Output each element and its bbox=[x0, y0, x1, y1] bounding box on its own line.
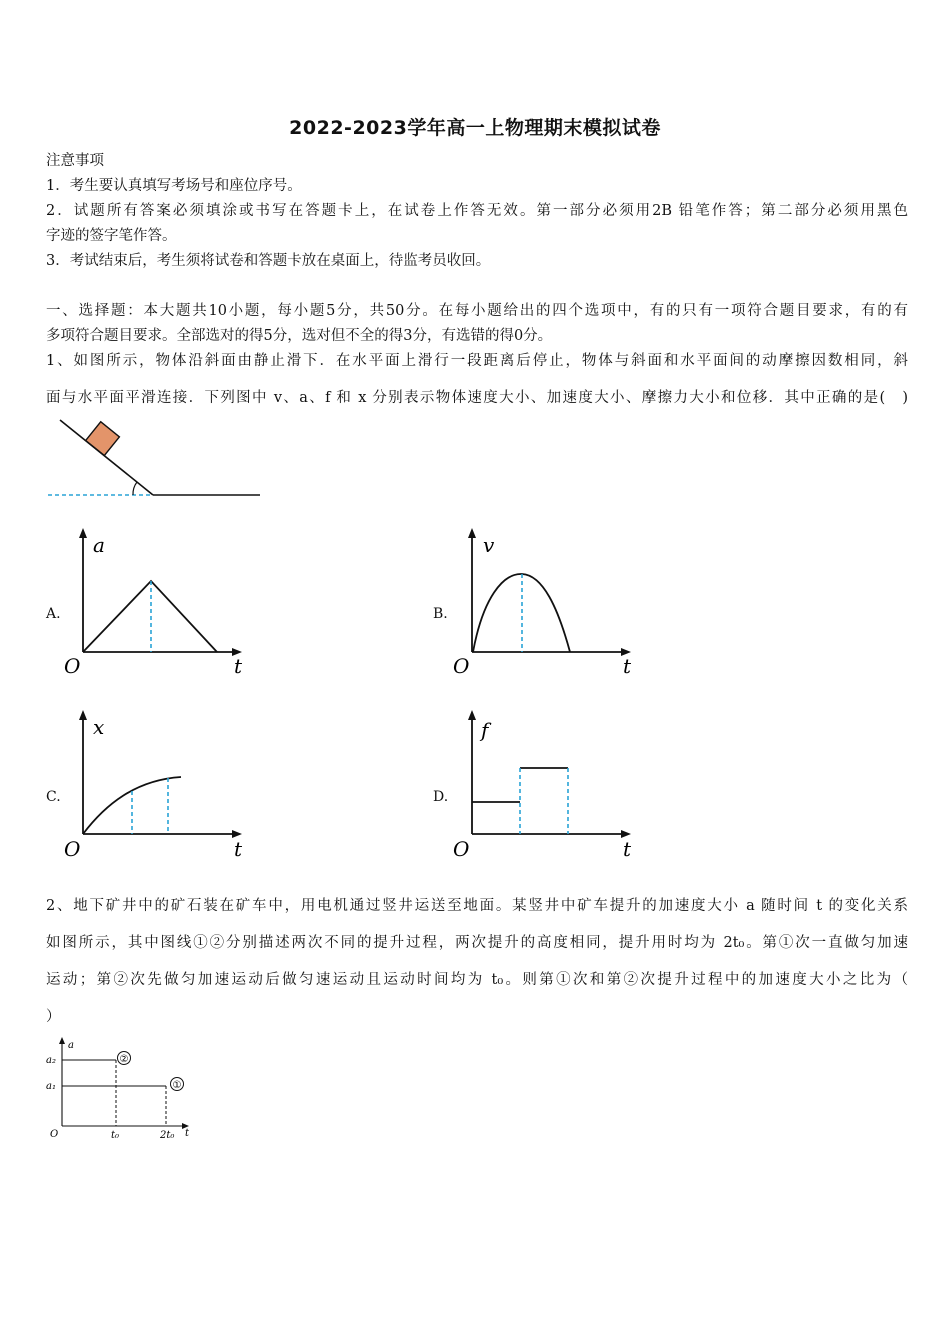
option-a-label: A. bbox=[46, 606, 61, 622]
q2-text-cont-2: 运动；第②次先做匀加速运动后做匀速运动且运动时间均为 t₀。则第①次和第②次提升过程中的加速度大小之比为（ bbox=[46, 972, 908, 988]
b-axis-x: t bbox=[623, 654, 632, 678]
q2-origin: O bbox=[50, 1129, 59, 1140]
q2-tick-a1: a₁ bbox=[46, 1081, 56, 1092]
a-axis-y: a bbox=[93, 533, 105, 557]
q2-tick-a2: a₂ bbox=[46, 1055, 56, 1066]
c-axis-y: x bbox=[93, 715, 105, 739]
notice-item-1: 1．考生要认真填写考场号和座位序号。 bbox=[46, 178, 302, 194]
q2-text: 2、地下矿井中的矿石装在矿车中，用电机通过竖井运送至地面。某竖井中矿车提升的加速度大小 a 随时间 t 的变化关系 bbox=[46, 898, 908, 914]
q1-text: 1、如图所示，物体沿斜面由静止滑下．在水平面上滑行一段距离后停止，物体与斜面和水平面间的动摩擦因数相同，斜 bbox=[46, 353, 908, 369]
b-origin: O bbox=[453, 654, 470, 678]
notice-heading: 注意事项 bbox=[46, 153, 104, 169]
q2-graph bbox=[44, 1036, 214, 1146]
q2-axis-x: t bbox=[185, 1128, 190, 1139]
curve-1-label: ① bbox=[172, 1080, 182, 1091]
option-c-label: C. bbox=[46, 789, 61, 805]
q2-tick-2t0: 2t₀ bbox=[160, 1130, 175, 1141]
option-d-graph bbox=[448, 710, 648, 860]
curve-2-label: ② bbox=[119, 1054, 129, 1065]
option-d-label: D. bbox=[433, 789, 449, 805]
q2-axis-y: a bbox=[68, 1040, 74, 1051]
option-c-graph bbox=[60, 710, 260, 860]
section1-intro: 一、选择题：本大题共10小题，每小题5分，共50分。在每小题给出的四个选项中，有的只有一项符合题目要求，有的有 bbox=[46, 303, 908, 319]
option-b-graph bbox=[448, 528, 648, 678]
page-title: 2022-2023学年高一上物理期末模拟试卷 bbox=[289, 117, 661, 139]
incline-diagram bbox=[40, 415, 270, 515]
q1-text-cont: 面与水平面平滑连接．下列图中 v、a、f 和 x 分别表示物体速度大小、加速度大小、摩擦力大小和位移．其中正确的是( ) bbox=[46, 390, 908, 406]
notice-item-2-cont: 字迹的签字笔作答。 bbox=[46, 228, 177, 244]
incline-angle-arc bbox=[133, 482, 137, 495]
notice-item-3: 3．考试结束后，考生须将试卷和答题卡放在桌面上，待监考员收回。 bbox=[46, 253, 491, 269]
q2-text-cont-3: ） bbox=[46, 1009, 61, 1025]
notice-item-2: 2．试题所有答案必须填涂或书写在答题卡上，在试卷上作答无效。第一部分必须用2B 铅笔作答；第二部分必须用黑色 bbox=[46, 203, 908, 219]
b-axis-y: v bbox=[483, 533, 495, 557]
section1-intro-cont: 多项符合题目要求。全部选对的得5分，选对但不全的得3分，有选错的得0分。 bbox=[46, 328, 553, 344]
d-origin: O bbox=[453, 837, 470, 861]
c-origin: O bbox=[64, 837, 81, 861]
d-axis-y: f bbox=[481, 718, 489, 742]
option-a-graph bbox=[60, 528, 260, 678]
a-curve bbox=[83, 581, 217, 652]
option-b-label: B. bbox=[433, 606, 448, 622]
c-axis-x: t bbox=[234, 837, 243, 861]
q2-tick-t0: t₀ bbox=[111, 1130, 120, 1141]
q2-text-cont-1: 如图所示，其中图线①②分别描述两次不同的提升过程，两次提升的高度相同，提升用时均为 2t₀。第①次一直做匀加速 bbox=[46, 935, 908, 951]
sliding-block bbox=[86, 422, 120, 456]
a-axis-x: t bbox=[234, 654, 243, 678]
a-origin: O bbox=[64, 654, 81, 678]
d-axis-x: t bbox=[623, 837, 632, 861]
